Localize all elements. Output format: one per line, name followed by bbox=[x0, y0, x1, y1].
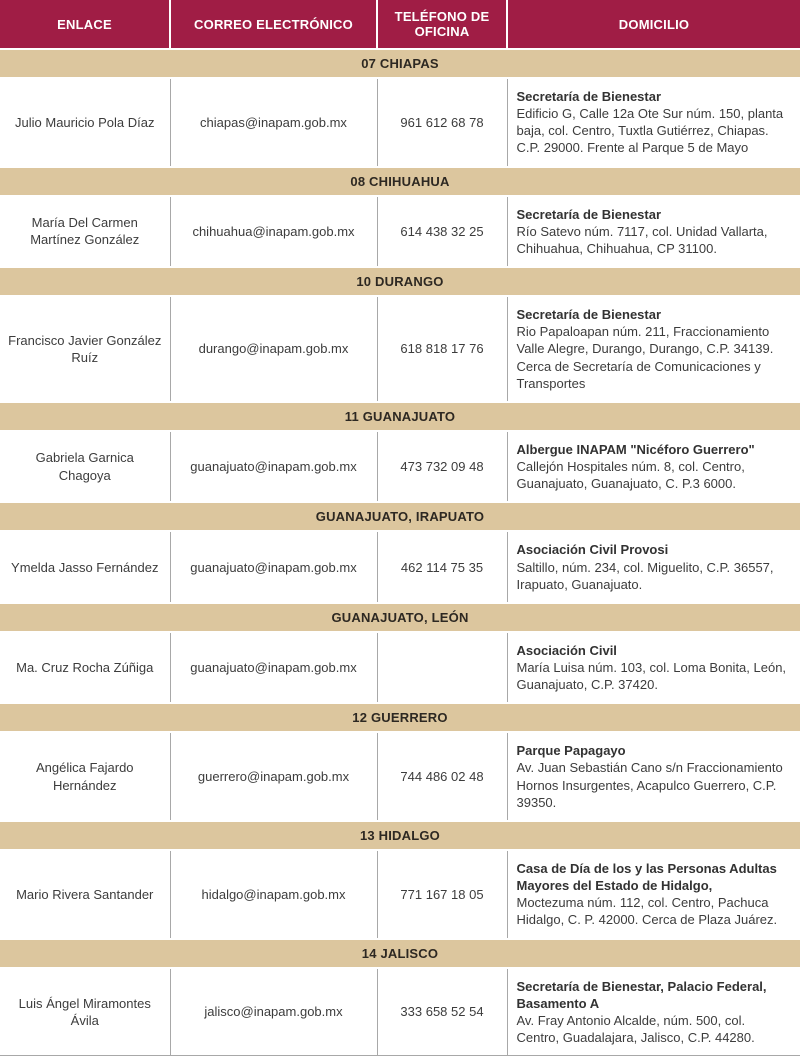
state-section-row bbox=[0, 603, 800, 632]
contact-address bbox=[507, 632, 800, 703]
contact-email: jalisco@inapam.gob.mx bbox=[170, 968, 377, 1056]
column-header-correo-electronico: CORREO ELECTRÓNICO bbox=[170, 0, 377, 49]
contact-email: durango@inapam.gob.mx bbox=[170, 296, 377, 402]
state-section-row bbox=[0, 703, 800, 732]
contact-name: Angélica Fajardo Hernández bbox=[0, 732, 170, 821]
contact-address-title: Asociación Civil bbox=[516, 642, 617, 658]
state-section-row bbox=[0, 267, 800, 296]
state-section-row bbox=[0, 167, 800, 196]
state-section-row bbox=[0, 502, 800, 531]
contact-address-detail: Callejón Hospitales núm. 8, col. Centro, Guanajuato, Guanajuato, C. P.3 6000. bbox=[516, 459, 745, 492]
directory-table-body bbox=[0, 49, 800, 1056]
contact-row bbox=[0, 196, 800, 267]
contact-row bbox=[0, 968, 800, 1056]
contact-address-title: Albergue INAPAM "Nicéforo Guerrero" bbox=[516, 441, 755, 457]
contact-address-detail: María Luisa núm. 103, col. Loma Bonita, León, Guanajuato, C.P. 37420. bbox=[516, 659, 787, 693]
state-section-title: 11 GUANAJUATO bbox=[0, 402, 800, 431]
column-header-telefono-de-oficina: TELÉFONO DE OFICINA bbox=[377, 0, 507, 49]
contact-email: hidalgo@inapam.gob.mx bbox=[170, 850, 377, 939]
state-section-title: GUANAJUATO, IRAPUATO bbox=[0, 502, 800, 531]
contact-row bbox=[0, 296, 800, 402]
contact-name: María Del Carmen Martínez González bbox=[0, 196, 170, 267]
state-section-title: 14 JALISCO bbox=[0, 939, 800, 968]
contact-address-detail: Av. Fray Antonio Alcalde, núm. 500, col. Centro, Guadalajara, Jalisco, C.P. 44280. bbox=[516, 1012, 755, 1045]
contact-phone: 333 658 52 54 bbox=[377, 968, 507, 1056]
state-section-title: GUANAJUATO, LEÓN bbox=[0, 603, 800, 632]
contact-name: Mario Rivera Santander bbox=[0, 850, 170, 939]
contact-address bbox=[507, 296, 800, 402]
state-section-title: 10 DURANGO bbox=[0, 267, 800, 296]
column-header-domicilio: DOMICILIO bbox=[507, 0, 800, 49]
state-section-row bbox=[0, 821, 800, 850]
column-header-enlace: ENLACE bbox=[0, 0, 170, 49]
contact-address bbox=[507, 531, 800, 602]
contact-address bbox=[507, 850, 800, 939]
contact-email: guanajuato@inapam.gob.mx bbox=[170, 632, 377, 703]
contact-phone: 614 438 32 25 bbox=[377, 196, 507, 267]
contact-phone: 744 486 02 48 bbox=[377, 732, 507, 821]
contact-address-detail: Río Satevo núm. 7117, col. Unidad Vallarta, Chihuahua, Chihuahua, CP 31100. bbox=[516, 223, 768, 256]
contact-phone bbox=[377, 632, 507, 703]
contact-address bbox=[507, 196, 800, 267]
contact-address bbox=[507, 968, 800, 1056]
contact-address bbox=[507, 431, 800, 502]
contact-address bbox=[507, 78, 800, 167]
contact-address-title: Casa de Día de los y las Personas Adultas Mayores del Estado de Hidalgo, bbox=[516, 860, 777, 894]
contact-address bbox=[507, 732, 800, 821]
contact-address-title: Parque Papagayo bbox=[516, 743, 626, 759]
contact-name: Gabriela Garnica Chagoya bbox=[0, 431, 170, 502]
contact-email: guanajuato@inapam.gob.mx bbox=[170, 531, 377, 602]
contact-address-title: Secretaría de Bienestar bbox=[516, 89, 662, 104]
contact-email: guerrero@inapam.gob.mx bbox=[170, 732, 377, 821]
contact-row bbox=[0, 632, 800, 703]
contact-name: Julio Mauricio Pola Díaz bbox=[0, 78, 170, 167]
contact-name: Francisco Javier González Ruíz bbox=[0, 296, 170, 402]
state-section-title: 12 GUERRERO bbox=[0, 703, 800, 732]
contact-email: chiapas@inapam.gob.mx bbox=[170, 78, 377, 167]
contact-phone: 961 612 68 78 bbox=[377, 78, 507, 167]
contact-row bbox=[0, 732, 800, 821]
state-section-row bbox=[0, 49, 800, 78]
contact-phone: 771 167 18 05 bbox=[377, 850, 507, 939]
contact-address-detail: Edificio G, Calle 12a Ote Sur núm. 150, planta baja, col. Centro, Tuxtla Gutiérrez, Chiapas. C.P. 29000. Frente al Parque 5 de Mayo bbox=[516, 106, 784, 156]
contact-address-detail: Moctezuma núm. 112, col. Centro, Pachuca Hidalgo, C. P. 42000. Cerca de Plaza Juárez. bbox=[516, 895, 778, 928]
contact-address-title: Secretaría de Bienestar, Palacio Federal, Basamento A bbox=[516, 978, 767, 1011]
contact-phone: 473 732 09 48 bbox=[377, 431, 507, 502]
contact-address-detail: Saltillo, núm. 234, col. Miguelito, C.P. 36557, Irapuato, Guanajuato. bbox=[516, 559, 774, 592]
state-section-title: 08 CHIHUAHUA bbox=[0, 167, 800, 196]
contact-address-detail: Av. Juan Sebastián Cano s/n Fraccionamiento Hornos Insurgentes, Acapulco Guerrero, C.P. 39350. bbox=[516, 760, 783, 810]
contact-address-title: Secretaría de Bienestar bbox=[516, 307, 662, 323]
contact-address-title: Secretaría de Bienestar bbox=[516, 206, 662, 222]
state-section-title: 07 CHIAPAS bbox=[0, 49, 800, 78]
contact-phone: 462 114 75 35 bbox=[377, 531, 507, 602]
contact-name: Ma. Cruz Rocha Zúñiga bbox=[0, 632, 170, 703]
contact-address-detail: Rio Papaloapan núm. 211, Fraccionamiento Valle Alegre, Durango, Durango, C.P. 34139. Cerca de Secretaría de Comunicaciones y Transportes bbox=[516, 324, 774, 391]
contact-email: chihuahua@inapam.gob.mx bbox=[170, 196, 377, 267]
contact-name: Luis Ángel Miramontes Ávila bbox=[0, 968, 170, 1056]
contact-row bbox=[0, 431, 800, 502]
directory-table-header bbox=[0, 0, 800, 49]
contact-row bbox=[0, 531, 800, 602]
contact-name: Ymelda Jasso Fernández bbox=[0, 531, 170, 602]
contact-email: guanajuato@inapam.gob.mx bbox=[170, 431, 377, 502]
contact-phone: 618 818 17 76 bbox=[377, 296, 507, 402]
contact-address-title: Asociación Civil Provosi bbox=[516, 542, 669, 558]
state-section-row bbox=[0, 402, 800, 431]
state-section-row bbox=[0, 939, 800, 968]
state-section-title: 13 HIDALGO bbox=[0, 821, 800, 850]
contact-row bbox=[0, 78, 800, 167]
contact-row bbox=[0, 850, 800, 939]
